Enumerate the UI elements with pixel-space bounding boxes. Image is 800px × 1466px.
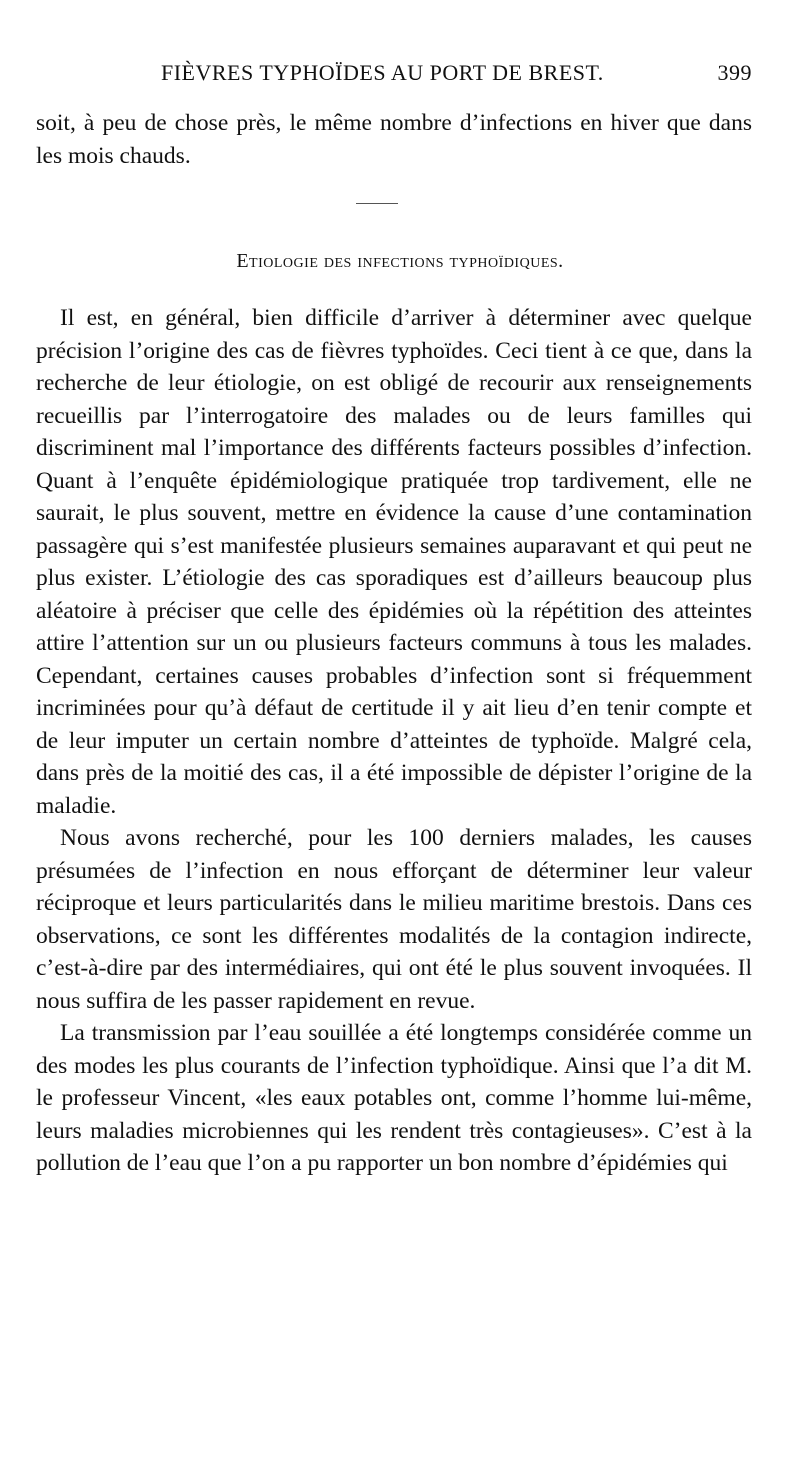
page-number: 399	[717, 60, 752, 85]
intro-text	[36, 107, 752, 172]
section-divider	[356, 203, 398, 204]
running-head	[36, 60, 752, 90]
paragraph: Nous avons recherché, pour les 100 derniers malades, les causes présumées de l’infection en nous efforçant de déterminer leur valeur réciproque et leurs particularités dans le milieu maritime brestois. Dans ces observations, ce sont les différentes modalités de la contagion indirecte, c’est-à-dire par des intermédiaires, qui ont été le plus souvent invoquées. Il nous suffira de les passer rapidement en revue.	[36, 825, 752, 1014]
intro-paragraph: soit, à peu de chose près, le même nombre d’infections en hiver que dans les mois chauds.	[36, 110, 752, 169]
main-text	[36, 302, 752, 1180]
section-heading: Etiologie des infections typhoïdiques.	[236, 250, 564, 272]
paragraph: La transmission par l’eau souillée a été longtemps considérée comme un des modes les plus courants de l’infection typhoïdique. Ainsi que l’a dit M. le professeur Vincent, «les eaux potables ont, comme l’homme lui-même, leurs maladies microbiennes qui les rendent très contagieuses». C’est à la pollution de l’eau que l’on a pu rapporter un bon nombre d’épidémies qui	[36, 1020, 752, 1176]
running-title: FIÈVRES TYPHOÏDES AU PORT DE BREST.	[161, 60, 604, 85]
paragraph: Il est, en général, bien difficile d’arriver à déterminer avec quelque précision l’origine des cas de fièvres typhoïdes. Ceci tient à ce que, dans la recherche de leur étiologie, on est obligé de recourir aux renseignements recueillis par l’interrogatoire des malades ou de leurs familles qui discriminent mal l’importance des différents facteurs possibles d’infection. Quant à l’enquête épidémiologique pratiquée trop tardivement, elle ne saurait, le plus souvent, mettre en évidence la cause d’une contamination passagère qui s’est manifestée plusieurs semaines auparavant et qui peut ne plus exister. L’étiologie des cas sporadiques est d’ailleurs beaucoup plus aléatoire à préciser que celle des épidémies où la répétition des atteintes attire l’attention sur un ou plusieurs facteurs communs à tous les malades. Cependant, certaines causes probables d’infection sont si fréquemment incriminées pour qu’à défaut de certitude il y ait lieu d’en tenir compte et de leur imputer un certain nombre d’atteintes de typhoïde. Malgré cela, dans près de la moitié des cas, il a été impossible de dépister l’origine de la maladie.	[36, 305, 752, 819]
